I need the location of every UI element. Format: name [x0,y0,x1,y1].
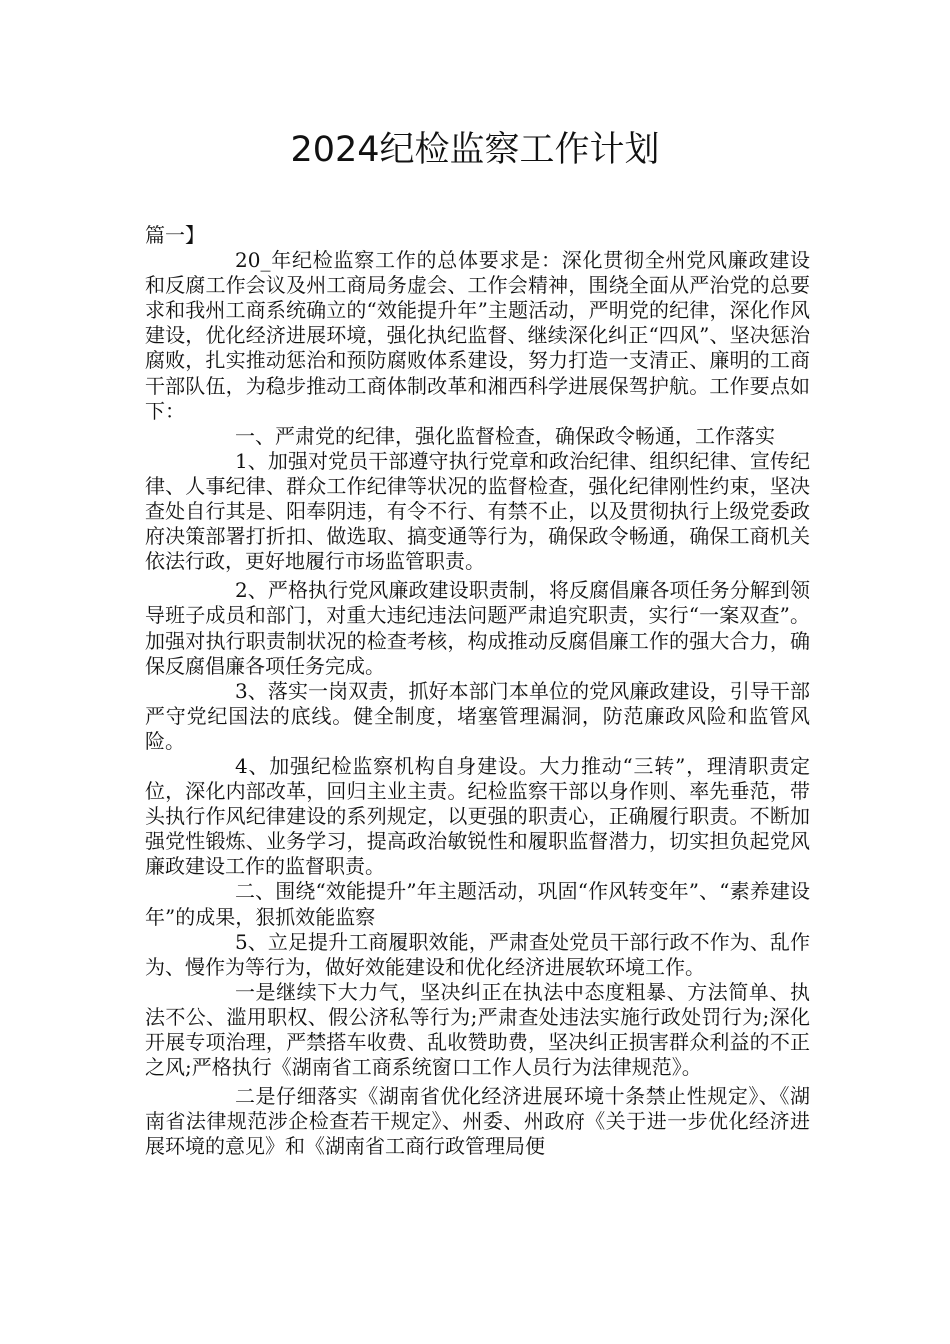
paragraph-item-3: 3、落实一岗双责，抓好本部门本单位的党风廉政建设，引导干部严守党纪国法的底线。健全制度，堵塞管理漏洞，防范廉政风险和监管风险。 [145,678,810,753]
section-label: 篇一】 [145,223,205,247]
document-title: 2024纪检监察工作计划 [290,130,660,170]
paragraph-item-5: 5、立足提升工商履职效能，严肃查处党员干部行政不作为、乱作为、慢作为等行为，做好效能建设和优化经济进展软环境工作。 [145,929,810,979]
document-body [145,223,810,1159]
paragraph-item-2: 2、严格执行党风廉政建设职责制，将反腐倡廉各项任务分解到领导班子成员和部门，对重大违纪违法问题严肃追究职责，实行“一案双查”。加强对执行职责制状况的检查考核，构成推动反腐倡廉工作的强大合力，确保反腐倡廉各项任务完成。 [145,578,810,678]
paragraph-intro: 20_年纪检监察工作的总体要求是：深化贯彻全州党风廉政建设和反腐工作会议及州工商局务虚会、工作会精神，围绕全面从严治党的总要求和我州工商系统确立的“效能提升年”主题活动，严明党的纪律，深化作风建设，优化经济进展环境，强化执纪监督、继续深化纠正“四风”、坚决惩治腐败，扎实推动惩治和预防腐败体系建设，努力打造一支清正、廉明的工商干部队伍，为稳步推动工商体制改革和湘西科学进展保驾护航。工作要点如下： [145,248,810,423]
heading-section-one: 一、严肃党的纪律，强化监督检查，确保政令畅通，工作落实 [235,423,775,448]
paragraph-point-one: 一是继续下大力气，坚决纠正在执法中态度粗暴、方法简单、执法不公、滥用职权、假公济私等行为;严肃查处违法实施行政处罚行为;深化开展专项治理，严禁搭车收费、乱收赞助费，坚决纠正损害群众利益的不正之风;严格执行《湖南省工商系统窗口工作人员行为法律规范》。 [145,979,810,1080]
paragraph-item-4: 4、加强纪检监察机构自身建设。大力推动“三转”，理清职责定位，深化内部改革，回归主业主责。纪检监察干部以身作则、率先垂范，带头执行作风纪律建设的系列规定，以更强的职责心，正确履行职责。不断加强党性锻炼、业务学习，提高政治敏锐性和履职监督潜力，切实担负起党风廉政建设工作的监督职责。 [145,753,810,879]
paragraph-point-two: 二是仔细落实《湖南省优化经济进展环境十条禁止性规定》、《湖南省法律规范涉企检查若干规定》、州委、州政府《关于进一步优化经济进展环境的意见》和《湖南省工商行政管理局便 [145,1084,810,1159]
heading-section-two: 二、围绕“效能提升”年主题活动，巩固“作风转变年”、“素养建设年”的成果，狠抓效能监察 [145,879,810,929]
paragraph-item-1: 1、加强对党员干部遵守执行党章和政治纪律、组织纪律、宣传纪律、人事纪律、群众工作纪律等状况的监督检查，强化纪律刚性约束，坚决查处自行其是、阳奉阴违，有令不行、有禁不止，以及贯彻执行上级党委政府决策部署打折扣、做选取、搞变通等行为，确保政令畅通，确保工商机关依法行政，更好地履行市场监管职责。 [145,448,810,574]
